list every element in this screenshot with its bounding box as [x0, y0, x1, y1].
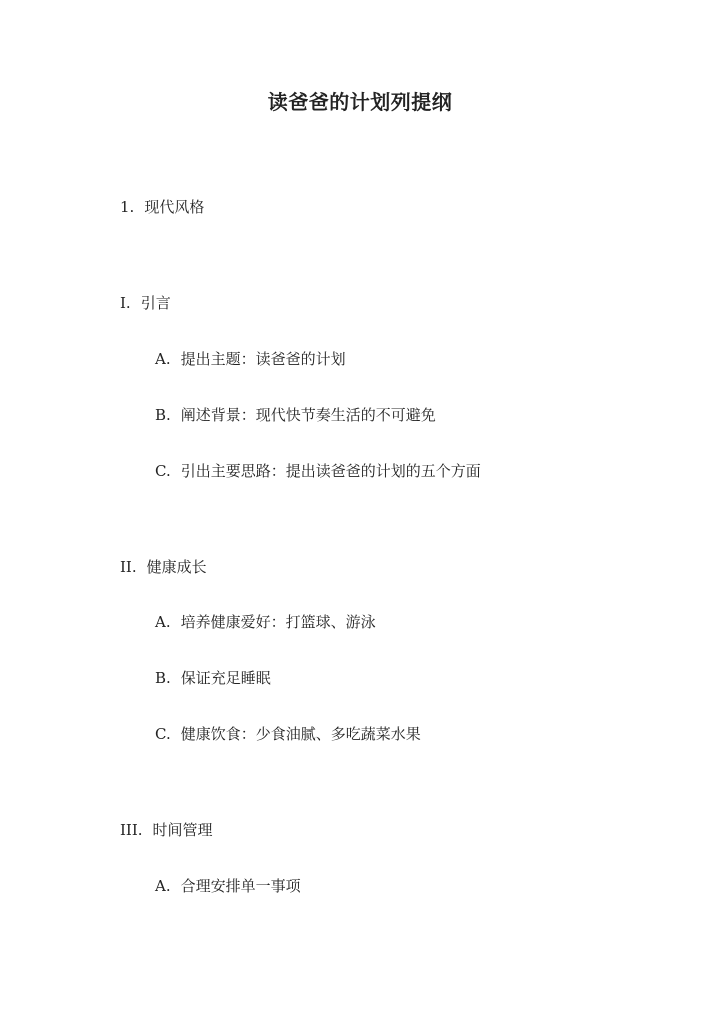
item-text: 保证充足睡眠: [180, 669, 271, 687]
item-text: 引出主要思路：提出读爸爸的计划的五个方面: [180, 462, 481, 480]
item-marker: B.: [155, 406, 171, 424]
style-line: [120, 197, 204, 217]
item-text: 健康饮食：少食油腻、多吃蔬菜水果: [180, 725, 421, 743]
item-marker: C.: [155, 462, 171, 480]
document-title: 读爸爸的计划列提纲: [267, 90, 453, 114]
item-text: 提出主题：读爸爸的计划: [180, 350, 346, 368]
section-heading-time-management: [120, 820, 213, 840]
outline-item: [155, 876, 301, 896]
section-marker: II.: [120, 558, 137, 576]
section-marker: III.: [120, 821, 143, 839]
item-text: 培养健康爱好：打篮球、游泳: [180, 613, 376, 631]
section-heading-intro: [120, 293, 171, 313]
outline-item: [155, 724, 421, 744]
outline-item: [155, 461, 481, 481]
item-marker: A.: [155, 877, 171, 895]
section-marker: I.: [120, 294, 131, 312]
section-heading-text: 引言: [140, 294, 171, 312]
outline-item: [155, 612, 376, 632]
item-marker: A.: [155, 350, 171, 368]
list-marker: 1.: [120, 198, 135, 216]
outline-item: [155, 405, 436, 425]
item-marker: A.: [155, 613, 171, 631]
section-heading-health: [120, 557, 207, 577]
section-heading-text: 时间管理: [152, 821, 213, 839]
item-text: 合理安排单一事项: [180, 877, 301, 895]
outline-item: [155, 668, 271, 688]
item-text: 阐述背景：现代快节奏生活的不可避免: [180, 406, 436, 424]
style-line-text: 现代风格: [144, 198, 205, 216]
item-marker: C.: [155, 725, 171, 743]
section-heading-text: 健康成长: [146, 558, 207, 576]
outline-item: [155, 349, 346, 369]
item-marker: B.: [155, 669, 171, 687]
